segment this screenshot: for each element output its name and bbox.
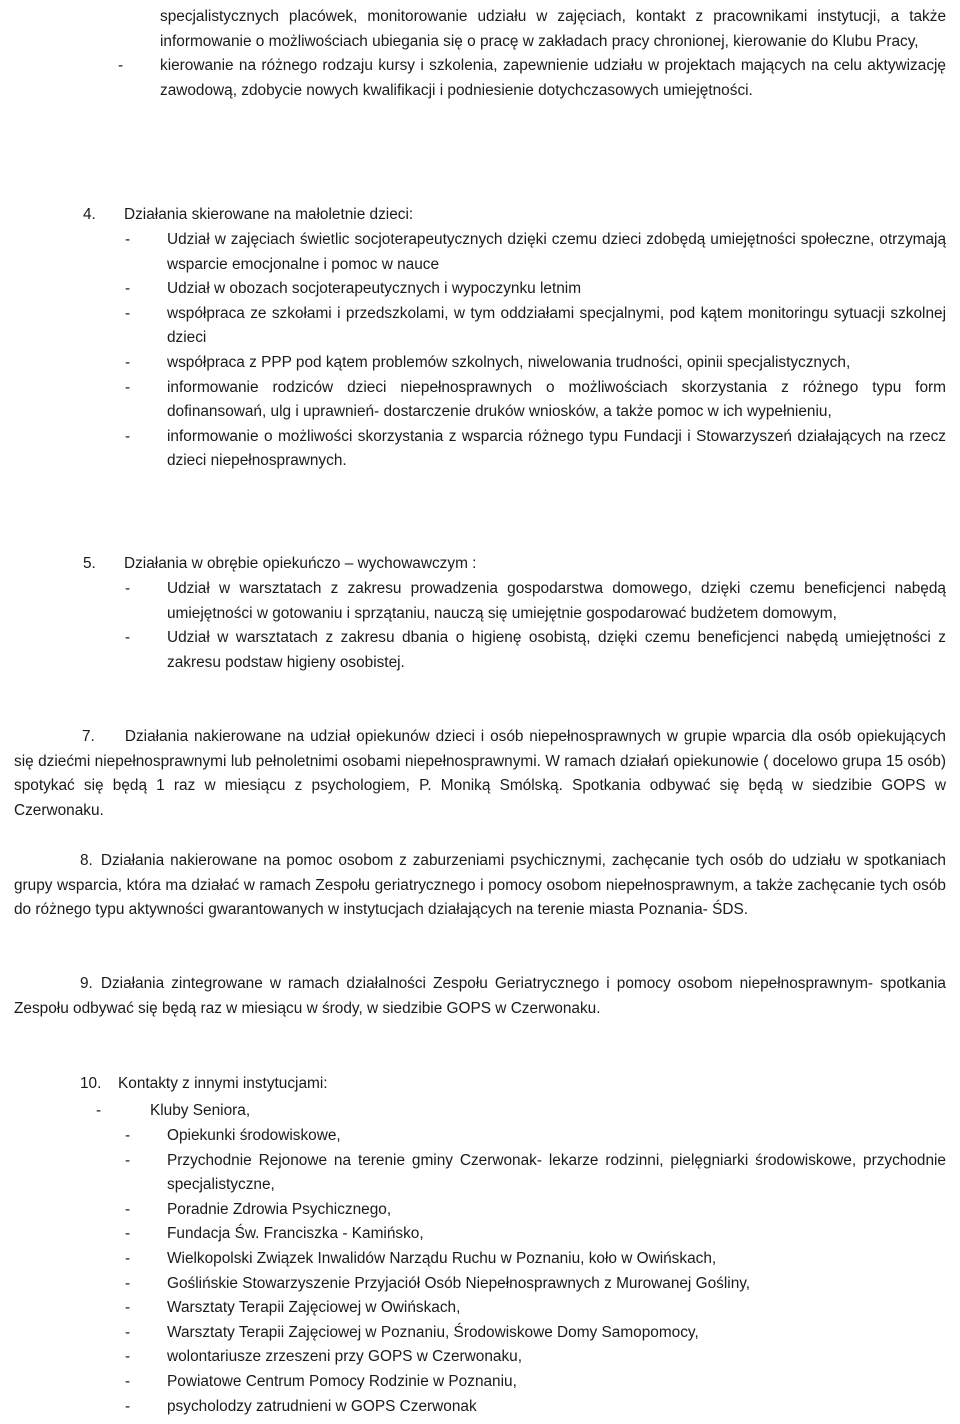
section-9-paragraph	[14, 972, 946, 1021]
list-item: - informowanie rodziców dzieci niepełnosprawnych o możliwościach skorzystania z różnego typu form dofinansowań, ulg i uprawnień- dostarczenie druków wniosków, a także pomoc w ich wypełnieniu,	[125, 378, 946, 421]
list-item: - Fundacja Św. Franciszka - Kamińsko,	[125, 1225, 424, 1243]
list-item: - współpraca z PPP pod kątem problemów szkolnych, niwelowania trudności, opinii specjalistycznych,	[125, 353, 851, 371]
section-8-paragraph	[14, 849, 946, 923]
list-item: - Udział w warsztatach z zakresu prowadzenia gospodarstwa domowego, dzięki czemu beneficjenci nabędą umiejętności w gotowaniu i sprzątaniu, nauczą się umiejętnie gospodarować budżetem domowym,	[125, 580, 946, 622]
section-number: 10.	[80, 1075, 102, 1092]
list-item: - Poradnie Zdrowia Psychicznego,	[125, 1200, 392, 1218]
list-item: - Udział w obozach socjoterapeutycznych i wypoczynku letnim	[125, 280, 582, 298]
list-item: - wolontariusze zrzeszeni przy GOPS w Czerwonaku,	[125, 1348, 522, 1366]
section-number: 5.	[83, 555, 96, 572]
section-10-list	[125, 1124, 946, 1419]
section-text: Działania nakierowane na pomoc osobom z zaburzeniami psychicznymi, zachęcanie tych osób do udziału w spotkaniach grupy wsparcia, która ma działać w ramach Zespołu geriatrycznego i pomocy osobom niepełnosprawnym, a także zachęcanie tych osób do różnego typu aktywności gwarantowanych w instytucjach działających na terenie miasta Poznania- ŚDS.	[14, 852, 946, 919]
list-item: - Warsztaty Terapii Zajęciowej w Owińskach,	[125, 1299, 461, 1317]
list-item: - Opiekunki środowiskowe,	[125, 1127, 341, 1144]
section-title: Kontakty z innymi instytucjami:	[118, 1075, 328, 1092]
continuation-text: specjalistycznych placówek, monitorowanie udziału w zajęciach, kontakt z pracownikami instytucji, a także informowanie o możliwościach ubiegania się o pracę w zakładach pracy chronionej, kierowanie do Klubu Pracy,	[160, 8, 946, 50]
list-item: - kierowanie na różnego rodzaju kursy i szkolenia, zapewnienie udziału w projektach mających na celu aktywizację zawodową, zdobycie nowych kwalifikacji i podniesienie dotychczasowych umiejętności.	[118, 57, 946, 99]
list-item: - Udział w zajęciach świetlic socjoterapeutycznych dzięki czemu dzieci zdobędą umiejętności społeczne, otrzymają wsparcie emocjonalne i pomoc w nauce	[125, 231, 946, 273]
section-title: Działania skierowane na małoletnie dzieci:	[124, 206, 414, 223]
list-item: - Goślińskie Stowarzyszenie Przyjaciół Osób Niepełnosprawnych z Murowanej Gośliny,	[125, 1274, 751, 1292]
list-item: - Warsztaty Terapii Zajęciowej w Poznaniu, Środowiskowe Domy Samopomocy,	[125, 1323, 699, 1341]
list-item: - współpraca ze szkołami i przedszkolami, w tym oddziałami specjalnymi, pod kątem monitoringu sytuacji szkolnej dzieci	[125, 304, 946, 347]
section-5-list	[125, 577, 946, 675]
section-4-list	[125, 228, 946, 474]
section-text: Działania zintegrowane w ramach działalności Zespołu Geriatrycznego i pomocy osobom niepełnosprawnym- spotkania Zespołu odbywać się będą raz w miesiącu w środy, w siedzibie GOPS w Czerwonaku.	[14, 975, 946, 1017]
list-item: - informowanie o możliwości skorzystania z wsparcia różnego typu Fundacji i Stowarzyszeń działających na rzecz dzieci niepełnosprawnych.	[125, 427, 946, 470]
list-item: - Powiatowe Centrum Pomocy Rodzinie w Poznaniu,	[125, 1372, 517, 1390]
list-item: - Wielkopolski Związek Inwalidów Narządu Ruchu w Poznaniu, koło w Owińskach,	[125, 1249, 717, 1267]
section-text: Działania nakierowane na udział opiekunów dzieci i osób niepełnosprawnych w grupie wparcia dla osób opiekujących się dziećmi niepełnosprawnymi lub pełnoletnimi osobami niepełnosprawnymi. W ramach działań opiekunowie ( docelowo grupa 15 osób) spotykać się będą 1 raz w miesiącu z psychologiem, P. Moniką Smólską. Spotkania odbywać się będą w siedzibie GOPS w Czerwonaku.	[14, 728, 946, 819]
section-7-paragraph	[14, 725, 946, 823]
list-item: - psycholodzy zatrudnieni w GOPS Czerwonak	[125, 1397, 477, 1415]
list-item: - Przychodnie Rejonowe na terenie gminy Czerwonak- lekarze rodzinni, pielęgniarki środowiskowe, przychodnie specjalistyczne,	[125, 1151, 946, 1194]
section-3-tail	[118, 5, 946, 103]
section-number: 9.	[80, 975, 93, 992]
section-number: 8.	[80, 852, 93, 869]
list-item: - Udział w warsztatach z zakresu dbania o higienę osobistą, dzięki czemu beneficjenci nabędą umiejętności z zakresu podstaw higieny osobistej.	[125, 629, 946, 671]
section-title: Działania w obrębie opiekuńczo – wychowawczym :	[124, 555, 477, 572]
section-number: 4.	[83, 206, 96, 223]
section-number: 7.	[82, 728, 95, 745]
